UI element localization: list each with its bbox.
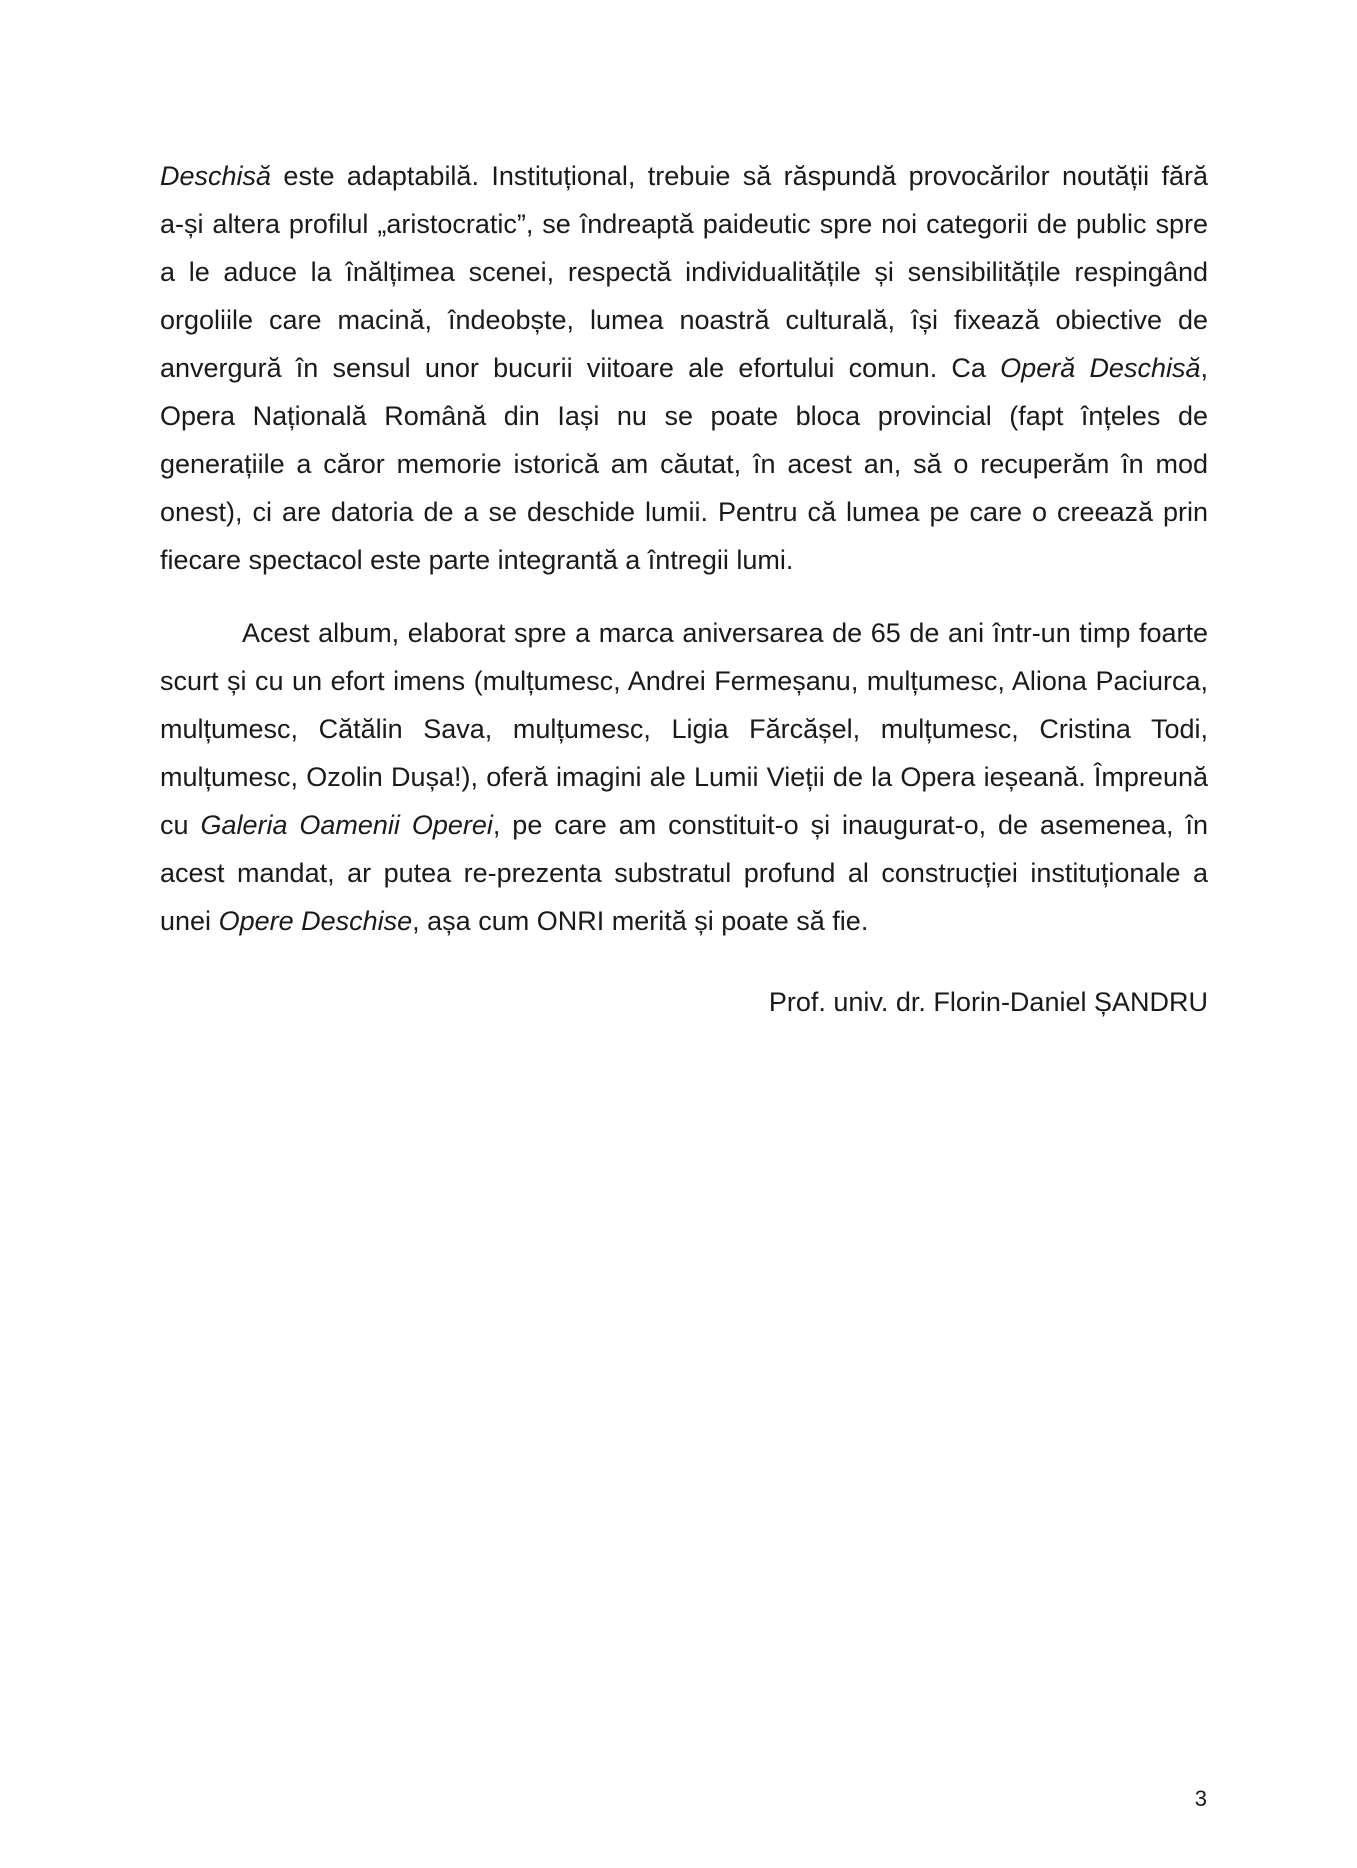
- text-segment: a-și altera profilul „aristocratic”, se îndreaptă paideutic spre noi categorii de public spre: [160, 209, 1208, 239]
- text-segment: orgoliile care macină, îndeobște, lumea noastră culturală, își fixează obiective de: [160, 305, 1208, 335]
- text-segment: a le aduce la înălțimea scenei, respectă individualitățile și sensibilitățile respingând: [160, 257, 1208, 287]
- text-segment: acest mandat, ar putea re-prezenta substratul profund al construcției instituționale a: [160, 858, 1208, 888]
- italic-text: Galeria Oamenii Operei: [200, 810, 493, 840]
- italic-text: Deschisă: [160, 161, 272, 191]
- text-line: [160, 296, 1208, 344]
- text-line: [160, 705, 1208, 753]
- text-line: [160, 392, 1208, 440]
- author-signature: Prof. univ. dr. Florin-Daniel ȘANDRU: [768, 987, 1208, 1017]
- text-segment: , pe care am constituit-o și inaugurat-o, de asemenea, în: [492, 810, 1208, 840]
- italic-text: Operă Deschisă: [1000, 353, 1201, 383]
- text-line: [160, 536, 1208, 584]
- paragraph-1: [160, 152, 1208, 584]
- text-line: [160, 897, 1208, 945]
- text-segment: anvergură în sensul unor bucurii viitoare ale efortului comun. Ca: [160, 353, 1001, 383]
- text-segment: scurt și cu un efort imens (mulțumesc, Andrei Fermeșanu, mulțumesc, Aliona Paciurca,: [160, 666, 1208, 696]
- text-segment: cu: [160, 810, 201, 840]
- text-line: [160, 657, 1208, 705]
- text-segment: mulțumesc, Cătălin Sava, mulțumesc, Ligia Fărcășel, mulțumesc, Cristina Todi,: [160, 714, 1208, 744]
- text-line: [160, 753, 1208, 801]
- text-line: [160, 440, 1208, 488]
- text-line: [160, 344, 1208, 392]
- text-segment: mulțumesc, Ozolin Dușa!), oferă imagini ale Lumii Vieții de la Opera ieșeană. Împreună: [160, 762, 1208, 792]
- paragraph-2: [160, 609, 1208, 945]
- italic-text: Opere Deschise: [218, 906, 413, 936]
- text-line: [160, 152, 1208, 200]
- text-segment: ,: [1200, 353, 1208, 383]
- text-segment: generațiile a căror memorie istorică am căutat, în acest an, să o recuperăm în mod: [160, 449, 1208, 479]
- text-line: [160, 248, 1208, 296]
- text-line: [160, 849, 1208, 897]
- text-segment: este adaptabilă. Instituțional, trebuie să răspundă provocărilor noutății fără: [271, 161, 1208, 191]
- text-segment: Opera Națională Română din Iași nu se poate bloca provincial (fapt înțeles de: [160, 401, 1208, 431]
- text-line: [160, 488, 1208, 536]
- text-segment: unei: [160, 906, 219, 936]
- text-segment: fiecare spectacol este parte integrantă a întregii lumi.: [160, 545, 794, 575]
- text-segment: onest), ci are datoria de a se deschide lumii. Pentru că lumea pe care o creează prin: [160, 497, 1208, 527]
- text-line: [160, 609, 1208, 657]
- page-number: 3: [1194, 1786, 1207, 1811]
- text-segment: Acest album, elaborat spre a marca aniversarea de 65 de ani într-un timp foarte: [242, 618, 1208, 648]
- text-line: [160, 200, 1208, 248]
- text-segment: , așa cum ONRI merită și poate să fie.: [412, 906, 869, 936]
- text-line: [160, 801, 1208, 849]
